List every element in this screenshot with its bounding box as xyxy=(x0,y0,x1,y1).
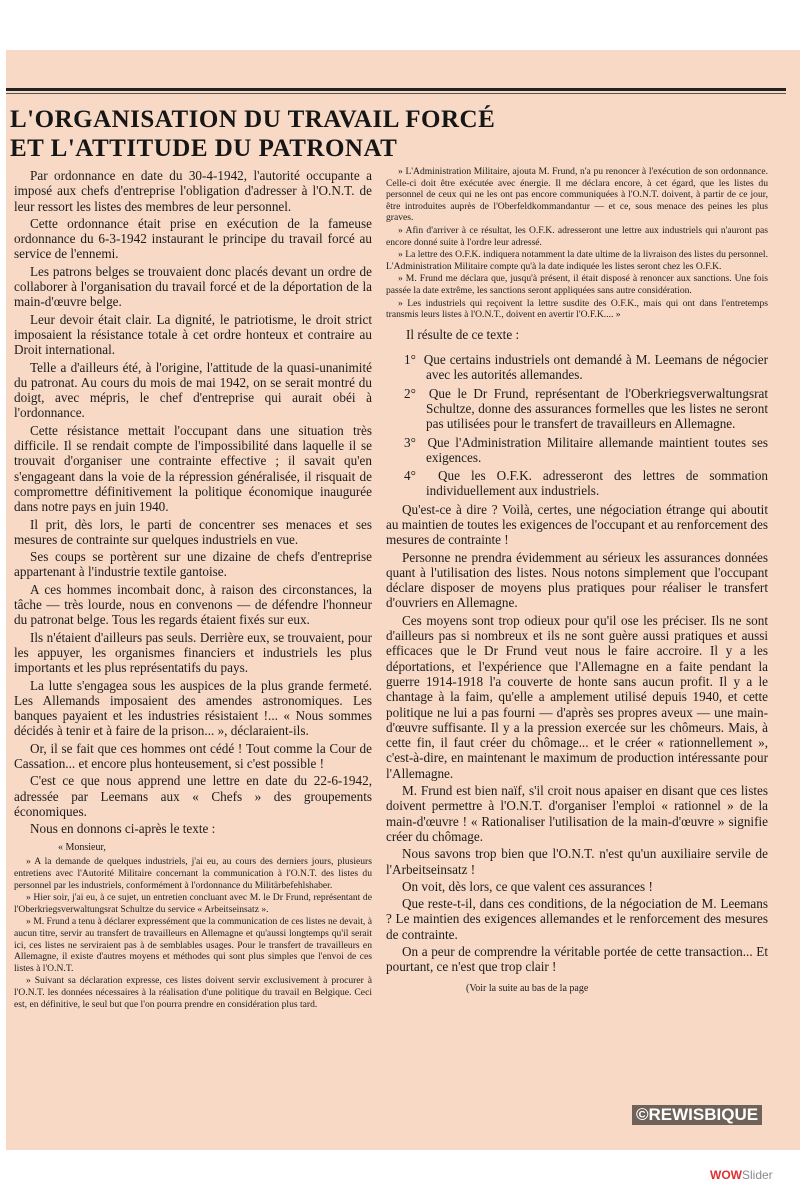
wowslider-badge-slider: Slider xyxy=(742,1168,773,1182)
result-text: Que les O.F.K. adresseront des lettres de sommation individuellement aux industriels. xyxy=(426,468,768,499)
left-paragraph: Or, il se fait que ces hommes ont cédé ! Tout comme la Cour de Cassation... et encore plus honteusement, si c'est possible ! xyxy=(14,740,372,771)
left-paragraph: Leur devoir était clair. La dignité, le patriotisme, le droit strict imposaient la résistance totale à cet ordre honteux et contraire au Droit international. xyxy=(14,311,372,358)
left-paragraph: Cette résistance mettait l'occupant dans une situation très difficile. Il se rendait compte de l'impossibilité dans laquelle il se trouvait d'organiser une contrainte effective ; il savait qu'en s'engageant dans la voie de la répression généralisée, il risquait de compromettre définitivement la politique économique inaugurée dans notre pays en juin 1940. xyxy=(14,422,372,515)
right-column xyxy=(386,166,768,1136)
result-number: 2° xyxy=(404,385,416,401)
result-text: Que l'Administration Militaire allemande maintient toutes ses exigences. xyxy=(426,434,768,465)
result-item xyxy=(404,435,768,466)
result-number: 4° xyxy=(404,468,416,484)
right-paragraph: Que reste-t-il, dans ces conditions, de la négociation de M. Leemans ? Le maintien des exigences allemandes et le renforcement des mesures de contrainte. xyxy=(386,896,768,942)
continued-note: (Voir la suite au bas de la page xyxy=(466,982,589,994)
left-column xyxy=(14,168,372,1128)
letter-paragraph: » La lettre des O.F.K. indiquera notamment la date ultime de la livraison des listes du personnel. L'Administration Militaire compte qu'à la date indiquée les listes seront chez les O.F.K. xyxy=(386,249,768,272)
left-paragraph: Par ordonnance en date du 30-4-1942, l'autorité occupante a imposé aux chefs d'entreprise l'obligation d'adresser à l'O.N.T. de leur ressort les listes des membres de leur personnel. xyxy=(14,168,372,214)
left-paragraph: La lutte s'engagea sous les auspices de la plus grande fermeté. Les Allemands imposaient des amendes astronomiques. Les banques payaient et les industries résistaient !... « Nous sommes décidés à tenir et à faire de la prison... », déclaraient-ils. xyxy=(14,677,372,739)
article-title-line2: ET L'ATTITUDE DU PATRONAT xyxy=(10,135,398,162)
letter-paragraph: » Les industriels qui reçoivent la lettre susdite des O.F.K., mais qui ont dans l'entretemps transmis leurs listes à l'O.N.T., doivent en avertir l'O.F.K.... » xyxy=(386,297,768,321)
left-paragraph: C'est ce que nous apprend une lettre en date du 22-6-1942, adressée par Leemans aux « Chefs » des groupements économiques. xyxy=(14,773,372,819)
result-item xyxy=(404,386,768,432)
result-text: Que certains industriels ont demandé à M. Leemans de négocier avec les autorités allemandes. xyxy=(423,352,768,383)
left-paragraph: Les patrons belges se trouvaient donc placés devant un ordre de collaborer à l'organisation du travail forcé et de la déportation de la main-d'œuvre belge. xyxy=(14,263,372,310)
left-paragraph: A ces hommes incombait donc, à raison des circonstances, la tâche — très lourde, nous en convenons — de défendre l'honneur du patronat belge. Tous les regards étaient fixés sur eux. xyxy=(14,581,372,628)
right-paragraph: M. Frund est bien naïf, s'il croit nous apaiser en disant que ces listes doivent permettre à l'O.N.T. d'organiser l'emploi « rationnel » de la main-d'œuvre ! « Rationaliser l'utilisation de la main-d'œuvre » signifie créer du chômage. xyxy=(386,783,768,844)
left-paragraph: Telle a d'ailleurs été, à l'origine, l'attitude de la quasi-unanimité du patronat. Au cours du mois de mai 1942, on se serait montré du doigt, avec mépris, le chef d'entreprise qui aurait obéi à l'ordonnance. xyxy=(14,359,372,421)
letter-paragraph: » Hier soir, j'ai eu, à ce sujet, un entretien concluant avec M. le Dr Frund, représentant de l'Oberkriegsverwaltungsrat Schultze du service « Arbeitseinsatz ». xyxy=(14,892,372,915)
article-title-line1: L'ORGANISATION DU TRAVAIL FORCÉ xyxy=(10,106,496,133)
letter-paragraph: » Suivant sa déclaration expresse, ces listes doivent servir exclusivement à procurer à l'O.N.T. les données nécessaires à la réalisation d'une politique du travail en Belgique. Ceci est, en définitive, le seul but que l'on pourra prendre en considération plus tard. xyxy=(14,975,372,1010)
right-paragraph: On a peur de comprendre la véritable portée de cette transaction... Et pourtant, ce n'est que trop clair ! xyxy=(386,944,768,975)
letter-paragraph: » M. Frund me déclara que, jusqu'à présent, il était disposé à renoncer aux sanctions. Une fois passée la date extrême, les sanctions seront appliquées sans autre considération. xyxy=(386,273,768,296)
left-paragraph: Nous en donnons ci-après le texte : xyxy=(30,821,216,837)
result-item xyxy=(404,352,768,383)
result-number: 1° xyxy=(404,352,416,368)
left-paragraph: Ses coups se portèrent sur une dizaine de chefs d'entreprise appartenant à l'industrie textile gantoise. xyxy=(14,549,372,580)
letter-salutation: « Monsieur, xyxy=(58,842,106,854)
result-number: 3° xyxy=(404,434,416,450)
right-paragraph: Personne ne prendra évidemment au sérieux les assurances données quant à l'utilisation des listes. Nous notons simplement que l'occupant déclare disposer de moyens plus pratiques pour réaliser le transfert d'ouvriers en Allemagne. xyxy=(386,549,768,611)
left-paragraph: Ils n'étaient d'ailleurs pas seuls. Derrière eux, se trouvaient, pour les appuyer, les organismes financiers et industriels les plus importants et les plus représentatifs du pays. xyxy=(14,629,372,676)
left-paragraph: Cette ordonnance était prise en exécution de la fameuse ordonnance du 6-3-1942 instaurant le principe du travail forcé au service de l'ennemi. xyxy=(14,215,372,262)
letter-paragraph: » Afin d'arriver à ce résultat, les O.F.K. adresseront une lettre aux industriels qui n'auront pas encore donné suite à l'ordre leur adressé. xyxy=(386,224,768,248)
result-text: Que le Dr Frund, représentant de l'Oberkriegsverwaltungsrat Schultze, donne des assurances formelles que les listes ne seront pas utilisées pour le transfert de travailleurs en Allemagne. xyxy=(426,385,768,432)
left-paragraph: Il prit, dès lors, le parti de concentrer ses menaces et ses mesures de contrainte sur quelques industriels en vue. xyxy=(14,516,372,547)
wowslider-badge[interactable] xyxy=(710,1168,773,1182)
right-paragraph: Qu'est-ce à dire ? Voilà, certes, une négociation étrange qui aboutit au maintien de toutes les exigences de l'occupant et au renforcement des mesures de contrainte ! xyxy=(386,501,768,548)
wowslider-badge-wow: WOW xyxy=(710,1168,742,1182)
letter-paragraph: » M. Frund a tenu à déclarer expressément que la communication de ces listes ne devait, à aucun titre, servir au transfert de travailleurs en Allemagne et qu'aussi longtemps qu'il serait ici, ces listes ne serviraient pas à de semblables usages. Pour le transfert de travailleurs en Allemagne, il existe d'autres moyens et méthodes qui sont plus simples que l'envoi de ces listes à l'O.N.T. xyxy=(14,916,372,974)
letter-paragraph: » A la demande de quelques industriels, j'ai eu, au cours des derniers jours, plusieurs entretiens avec l'Autorité Militaire concernant la communication à l'O.N.T. des listes du personnel par les industriels, conformément à l'ordonnance du Militärbefehlshaber. xyxy=(14,856,372,891)
result-item xyxy=(404,468,768,499)
right-paragraph: On voit, dès lors, ce que valent ces assurances ! xyxy=(402,878,653,894)
results-lead: Il résulte de ce texte : xyxy=(406,326,520,342)
right-paragraph: Ces moyens sont trop odieux pour qu'il ose les préciser. Ils ne sont d'ailleurs pas si nombreux et ils ne sont guère aussi pratiques et aussi efficaces que le Dr Frund veut nous le faire accroire. Il y a les déportations, et l'expérience que l'Allemagne en a faite pendant la guerre 1914-1918 l'a couverte de honte sans aucun profit. Il y a le chantage à la faim, qu'elle a amplement utilisé depuis 1940, et cette politique ne lui a pas fourni — d'après ses propres aveux — une main-d'œuvre suffisante. Il y a la pression exercée sur les chômeurs. Mais, à cette fin, il faut créer du chômage... et le créer « rationnellement », c'est-à-dire, en maintenant le maximum de production intéressante pour l'Allemagne. xyxy=(386,612,768,781)
header-rule-thin xyxy=(6,93,786,94)
letter-paragraph: » L'Administration Militaire, ajouta M. Frund, n'a pu renoncer à l'exécution de son ordonnance. Celle-ci doit être exécutée avec énergie. Il me déclara encore, à cet égard, que les listes du personnel de ceux qui ne les ont pas encore communiquées à l'O.N.T. doivent, à partir de ce jour, être introduites auprès de l'Oberfeldkommandantur — et ce, sous menace des peines les plus graves. xyxy=(386,166,768,224)
watermark: ©REWISBIQUE xyxy=(632,1105,762,1125)
right-paragraph: Nous savons trop bien que l'O.N.T. n'est qu'un auxiliaire servile de l'Arbeitseinsatz ! xyxy=(386,846,768,877)
header-rule xyxy=(6,88,786,91)
